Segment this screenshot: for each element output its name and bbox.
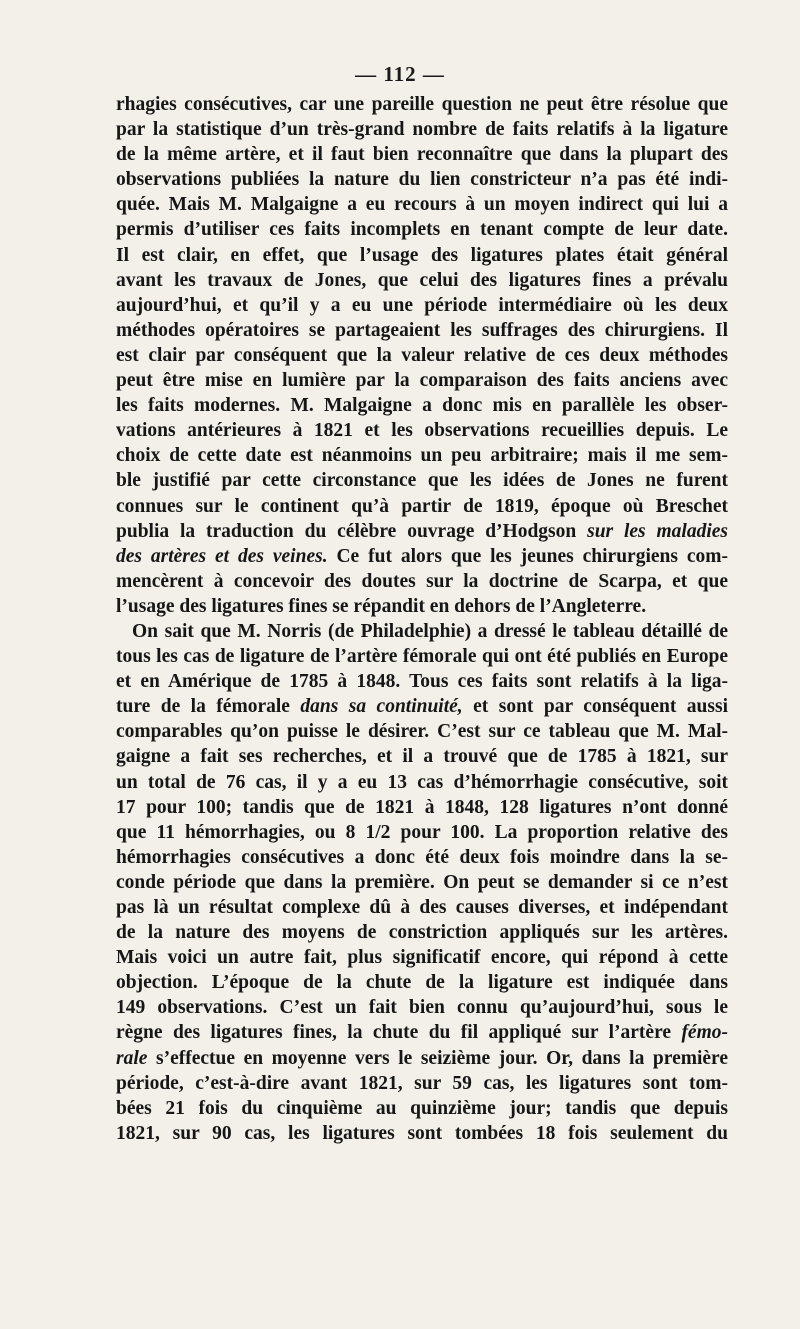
text-line: ture de la fémorale dans sa continuité, et sont par conséquent aussi [116,696,729,718]
text-line: 149 observations. C’est un fait bien connu qu’aujourd’hui, sous le [116,997,728,1019]
text-line: des artères et des veines. Ce fut alors que les jeunes chirurgiens com- [116,545,729,567]
text-line: l’usage des ligatures fines se répandit en dehors de l’Angleterre. [116,595,647,617]
text-line: peut être mise en lumière par la comparaison des faits anciens avec [116,370,728,392]
text-line: On sait que M. Norris (de Philadelphie) a dressé le tableau détaillé de [132,620,728,642]
text-line: un total de 76 cas, il y a eu 13 cas d’hémorrhagie consécutive, soit [116,771,728,793]
paragraph-2 [116,619,728,1146]
text-line: Il est clair, en effet, que l’usage des ligatures plates était général [116,244,728,266]
text-line: vations antérieures à 1821 et les observations recueillies depuis. Le [116,420,728,442]
text-line: les faits modernes. M. Malgaigne a donc mis en parallèle les obser- [116,395,728,417]
text-line: gaigne a fait ses recherches, et il a trouvé que de 1785 à 1821, sur [116,746,728,768]
text-line: comparables qu’on puisse le désirer. C’est sur ce tableau que M. Mal- [116,721,728,743]
text-line: observations publiées la nature du lien constricteur n’a pas été indi- [116,169,728,191]
text-line: objection. L’époque de la chute de la ligature est indiquée dans [116,972,728,994]
text-line: publia la traduction du célèbre ouvrage d’Hodgson sur les maladies [116,520,729,542]
text-line: rhagies consécutives, car une pareille question ne peut être résolue que [116,94,728,115]
text-line: méthodes opératoires se partageaient les suffrages des chirurgiens. Il [116,319,728,341]
text-line: de la même artère, et il faut bien reconnaître que dans la plupart des [116,144,728,166]
text-line: tous les cas de ligature de l’artère fémorale qui ont été publiés en Europe [116,646,728,668]
page-body [116,92,728,1146]
text-line: permis d’utiliser ces faits incomplets en tenant compte de leur date. [116,219,728,241]
text-line: et en Amérique de 1785 à 1848. Tous ces faits sont relatifs à la liga- [116,671,728,693]
text-line: aujourd’hui, et qu’il y a eu une période intermédiaire où les deux [116,294,728,316]
text-line: quée. Mais M. Malgaigne a eu recours à un moyen indirect qui lui a [116,194,728,216]
text-line: rale s’effectue en moyenne vers le seizième jour. Or, dans la première [116,1047,728,1069]
text-line: période, c’est-à-dire avant 1821, sur 59 cas, les ligatures sont tom- [116,1072,728,1094]
text-line: ble justifié par cette circonstance que les idées de Jones ne furent [116,470,728,492]
text-line: par la statistique d’un très-grand nombre de faits relatifs à la ligature [116,119,728,141]
text-line: est clair par conséquent que la valeur relative de ces deux méthodes [116,344,728,366]
text-line: choix de cette date est néanmoins un peu arbitraire; mais il me sem- [116,445,728,467]
text-line: 17 pour 100; tandis que de 1821 à 1848, 128 ligatures n’ont donné [116,796,728,818]
text-line: avant les travaux de Jones, que celui des ligatures fines a prévalu [116,269,728,291]
text-line: conde période que dans la première. On peut se demander si ce n’est [116,871,728,893]
text-line: de la nature des moyens de constriction appliqués sur les artères. [116,922,728,944]
text-line: bées 21 fois du cinquième au quinzième jour; tandis que depuis [116,1097,728,1119]
text-line: Mais voici un autre fait, plus significatif encore, qui répond à cette [116,947,728,969]
text-line: règne des ligatures fines, la chute du fil appliqué sur l’artère fémo- [116,1022,728,1044]
text-line: hémorrhagies consécutives a donc été deux fois moindre dans la se- [116,846,728,868]
text-line: que 11 hémorrhagies, ou 8 1/2 pour 100. La proportion relative des [116,821,728,843]
text-line: connues sur le continent qu’à partir de 1819, époque où Breschet [116,495,728,517]
page-number: — 112 — [355,62,445,86]
text-line: pas là un résultat complexe dû à des causes diverses, et indépendant [116,897,728,918]
text-line: mencèrent à concevoir des doutes sur la doctrine de Scarpa, et que [116,570,728,592]
text-line: 1821, sur 90 cas, les ligatures sont tombées 18 fois seulement du [116,1122,728,1144]
paragraph-1 [116,92,728,619]
